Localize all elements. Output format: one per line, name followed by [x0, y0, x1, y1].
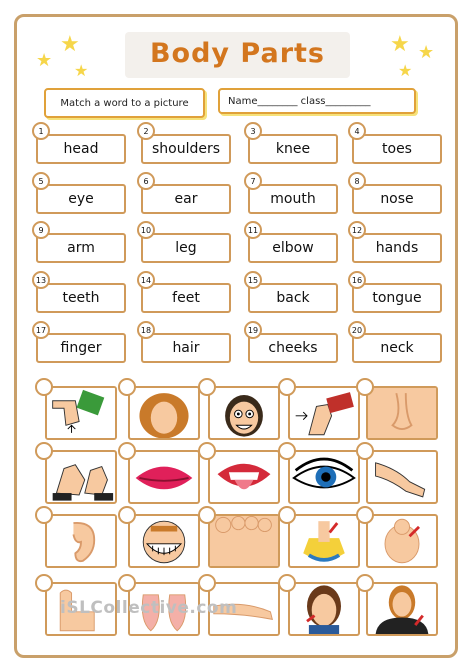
eye-picture: [288, 450, 360, 504]
number-badge: 14: [137, 271, 155, 289]
word-box-shoulders: [141, 134, 231, 164]
word-box-neck: [352, 333, 442, 363]
shoulders-picture: [366, 582, 438, 636]
word-box-finger: [36, 333, 126, 363]
back-picture: [366, 514, 438, 568]
word-box-head: [36, 134, 126, 164]
number-badge: 9: [32, 221, 50, 239]
star-icon: ★: [398, 61, 413, 80]
word-box-eye: [36, 184, 126, 214]
number-badge: 20: [348, 321, 366, 339]
cheeks-picture: [288, 582, 360, 636]
word-box-tongue: [352, 283, 442, 313]
answer-circle[interactable]: [356, 442, 374, 460]
answer-circle[interactable]: [118, 574, 136, 592]
word-box-ear: [141, 184, 231, 214]
star-icon: ★: [60, 32, 80, 57]
answer-circle[interactable]: [278, 378, 296, 396]
number-badge: 7: [244, 172, 262, 190]
answer-circle[interactable]: [118, 442, 136, 460]
word-box-nose: [352, 184, 442, 214]
head-picture: [208, 386, 280, 440]
word-label: hands: [375, 240, 419, 256]
answer-circle[interactable]: [118, 506, 136, 524]
word-box-elbow: [248, 233, 338, 263]
word-label: knee: [275, 141, 311, 157]
number-badge: 19: [244, 321, 262, 339]
word-label: shoulders: [151, 141, 221, 157]
word-label: arm: [67, 240, 95, 256]
watermark: iSLCollective.com: [60, 598, 238, 618]
word-label: cheeks: [268, 340, 318, 356]
word-box-hair: [141, 333, 231, 363]
word-label: finger: [60, 340, 102, 356]
tongue-picture: [208, 450, 280, 504]
number-badge: 10: [137, 221, 155, 239]
word-box-feet: [141, 283, 231, 313]
word-label: leg: [175, 240, 197, 256]
number-badge: 13: [32, 271, 50, 289]
hair-picture: [128, 386, 200, 440]
number-badge: 2: [137, 122, 155, 140]
answer-circle[interactable]: [278, 442, 296, 460]
title-banner: [125, 32, 350, 78]
number-badge: 12: [348, 221, 366, 239]
answer-circle[interactable]: [198, 506, 216, 524]
word-label: back: [276, 290, 310, 306]
answer-circle[interactable]: [35, 442, 53, 460]
star-icon: ★: [74, 61, 89, 80]
word-box-leg: [141, 233, 231, 263]
teeth-picture: [128, 514, 200, 568]
star-icon: ★: [36, 50, 53, 71]
number-badge: 3: [244, 122, 262, 140]
word-box-mouth: [248, 184, 338, 214]
elbow-picture: [45, 386, 117, 440]
word-box-knee: [248, 134, 338, 164]
answer-circle[interactable]: [198, 378, 216, 396]
word-box-toes: [352, 134, 442, 164]
toes-picture: [208, 514, 280, 568]
word-label: teeth: [62, 290, 100, 306]
number-badge: 4: [348, 122, 366, 140]
word-label: head: [63, 141, 99, 157]
word-box-arm: [36, 233, 126, 263]
answer-circle[interactable]: [356, 506, 374, 524]
word-label: hair: [172, 340, 200, 356]
word-box-teeth: [36, 283, 126, 313]
word-label: mouth: [270, 191, 316, 207]
word-label: toes: [382, 141, 412, 157]
ear-picture: [45, 514, 117, 568]
answer-circle[interactable]: [118, 378, 136, 396]
nose-picture: [366, 386, 438, 440]
number-badge: 15: [244, 271, 262, 289]
number-badge: 1: [32, 122, 50, 140]
answer-circle[interactable]: [35, 506, 53, 524]
word-label: neck: [380, 340, 414, 356]
word-box-back: [248, 283, 338, 313]
word-label: elbow: [272, 240, 314, 256]
star-icon: ★: [390, 32, 410, 57]
number-badge: 8: [348, 172, 366, 190]
answer-circle[interactable]: [198, 574, 216, 592]
mouth-picture: [128, 450, 200, 504]
page-title: Body Parts: [149, 38, 326, 69]
number-badge: 6: [137, 172, 155, 190]
hands-picture: [45, 450, 117, 504]
answer-circle[interactable]: [198, 442, 216, 460]
answer-circle[interactable]: [35, 378, 53, 396]
number-badge: 18: [137, 321, 155, 339]
arm-picture: [366, 450, 438, 504]
answer-circle[interactable]: [356, 574, 374, 592]
neck-picture: [288, 514, 360, 568]
answer-circle[interactable]: [35, 574, 53, 592]
word-label: nose: [380, 191, 414, 207]
word-label: ear: [174, 191, 198, 207]
answer-circle[interactable]: [356, 378, 374, 396]
number-badge: 5: [32, 172, 50, 190]
knee-picture: [288, 386, 360, 440]
star-icon: ★: [418, 42, 435, 63]
name-class-field[interactable]: Name________ class_________: [218, 88, 416, 114]
word-label: eye: [68, 191, 94, 207]
word-label: tongue: [372, 290, 422, 306]
instruction-box: Match a word to a picture: [44, 88, 205, 118]
answer-circle[interactable]: [278, 574, 296, 592]
number-badge: 17: [32, 321, 50, 339]
number-badge: 11: [244, 221, 262, 239]
word-label: feet: [172, 290, 200, 306]
answer-circle[interactable]: [278, 506, 296, 524]
word-box-cheeks: [248, 333, 338, 363]
number-badge: 16: [348, 271, 366, 289]
word-box-hands: [352, 233, 442, 263]
